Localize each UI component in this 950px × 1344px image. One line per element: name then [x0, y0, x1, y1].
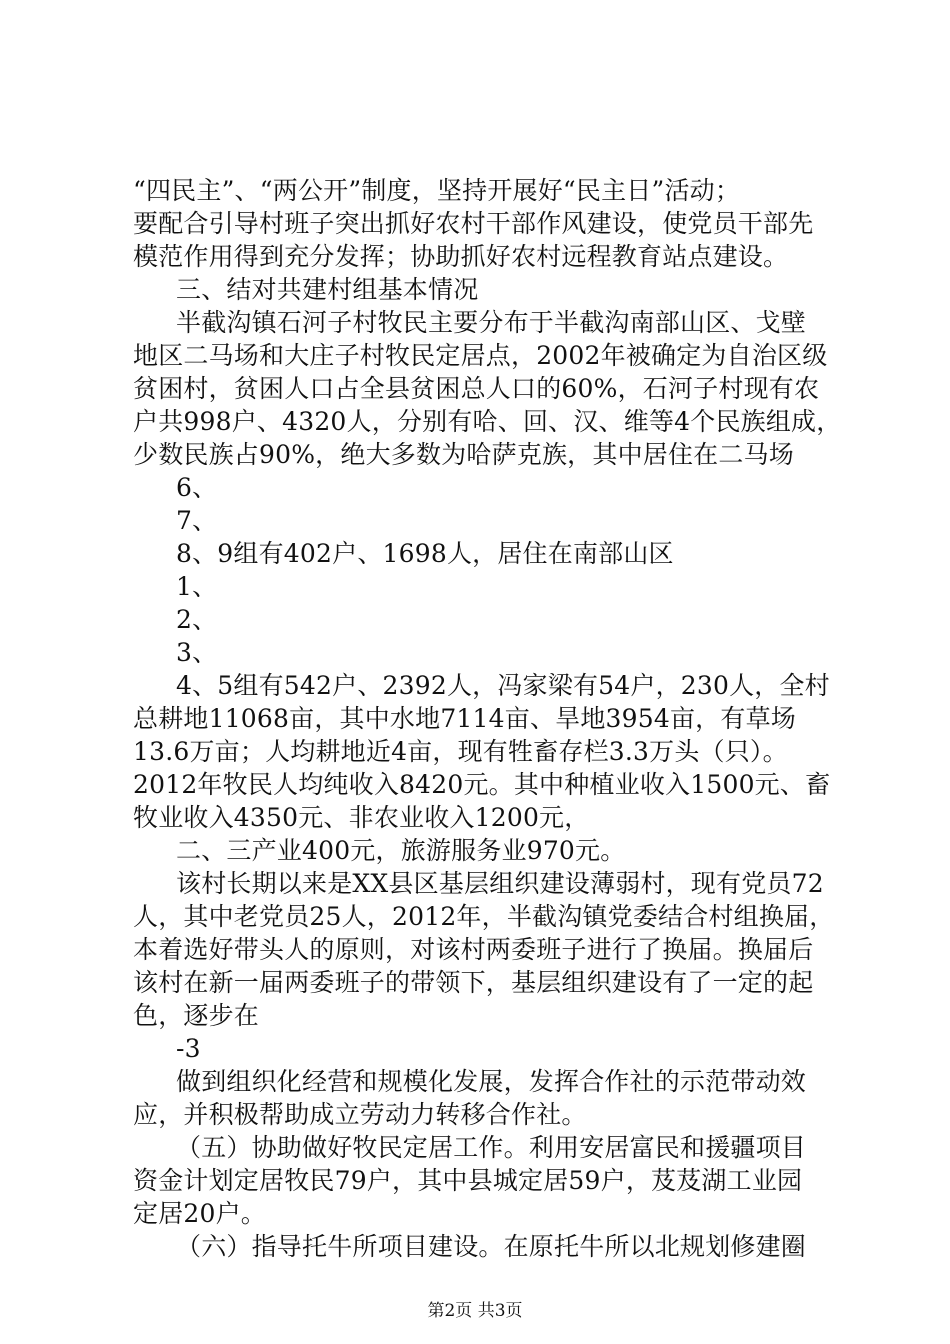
- text-line-24: 本着选好带头人的原则，对该村两委班子进行了换届。换届后: [133, 935, 814, 964]
- text-line-19: 2012年牧民人均纯收入8420元。其中种植业收入1500元、畜: [133, 770, 831, 799]
- text-line-30: （五）协助做好牧民定居工作。利用安居富民和援疆项目: [176, 1133, 807, 1162]
- text-line-18: 13.6万亩；人均耕地近4亩，现有牲畜存栏3.3万头（只）。: [133, 737, 788, 766]
- text-line-2: 要配合引导村班子突出抓好农村干部作风建设，使党员干部先: [133, 209, 814, 238]
- section-heading: 三、结对共建村组基本情况: [176, 275, 479, 304]
- text-line-22: 该村长期以来是XX县区基层组织建设薄弱村，现有党员72: [176, 869, 824, 898]
- text-line-10: 6、: [176, 473, 218, 502]
- text-line-15: 3、: [176, 638, 218, 667]
- page-footer: 第2页 共3页: [427, 1301, 523, 1321]
- text-line-27: -3: [176, 1034, 201, 1063]
- text-line-9: 少数民族占90%，绝大多数为哈萨克族，其中居住在二马场: [133, 440, 794, 469]
- text-line-26: 色，逐步在: [133, 1001, 260, 1030]
- text-line-28: 做到组织化经营和规模化发展，发挥合作社的示范带动效: [176, 1067, 807, 1096]
- text-line-13: 1、: [176, 572, 218, 601]
- text-line-11: 7、: [176, 506, 218, 535]
- text-line-29: 应，并积极帮助成立劳动力转移合作社。: [133, 1100, 587, 1129]
- text-line-23: 人，其中老党员25人，2012年，半截沟镇党委结合村组换届，: [133, 902, 835, 931]
- text-line-33: （六）指导托牛所项目建设。在原托牛所以北规划修建圈: [176, 1232, 807, 1261]
- text-line-5: 半截沟镇石河子村牧民主要分布于半截沟南部山区、戈壁: [176, 308, 807, 337]
- text-line-1: “四民主”、“两公开”制度，坚持开展好“民主日”活动；: [133, 176, 741, 205]
- text-line-7: 贫困村，贫困人口占全县贫困总人口的60%，石河子村现有农: [133, 374, 820, 403]
- text-line-14: 2、: [176, 605, 218, 634]
- text-line-6: 地区二马场和大庄子村牧民定居点，2002年被确定为自治区级: [133, 341, 828, 370]
- text-line-31: 资金计划定居牧民79户，其中县城定居59户，芨芨湖工业园: [133, 1166, 803, 1195]
- text-line-21: 二、三产业400元，旅游服务业970元。: [176, 836, 626, 865]
- text-line-25: 该村在新一届两委班子的带领下，基层组织建设有了一定的起: [133, 968, 814, 997]
- text-line-12: 8、9组有402户、1698人，居住在南部山区: [176, 539, 674, 568]
- text-line-8: 户共998户、4320人，分别有哈、回、汉、维等4个民族组成，: [133, 407, 842, 436]
- text-line-17: 总耕地11068亩，其中水地7114亩、旱地3954亩，有草场: [133, 704, 796, 733]
- text-line-32: 定居20户。: [133, 1199, 267, 1228]
- text-line-3: 模范作用得到充分发挥；协助抓好农村远程教育站点建设。: [133, 242, 789, 271]
- text-line-16: 4、5组有542户、2392人，冯家梁有54户，230人，全村: [176, 671, 830, 700]
- text-line-20: 牧业收入4350元、非农业收入1200元，: [133, 803, 590, 832]
